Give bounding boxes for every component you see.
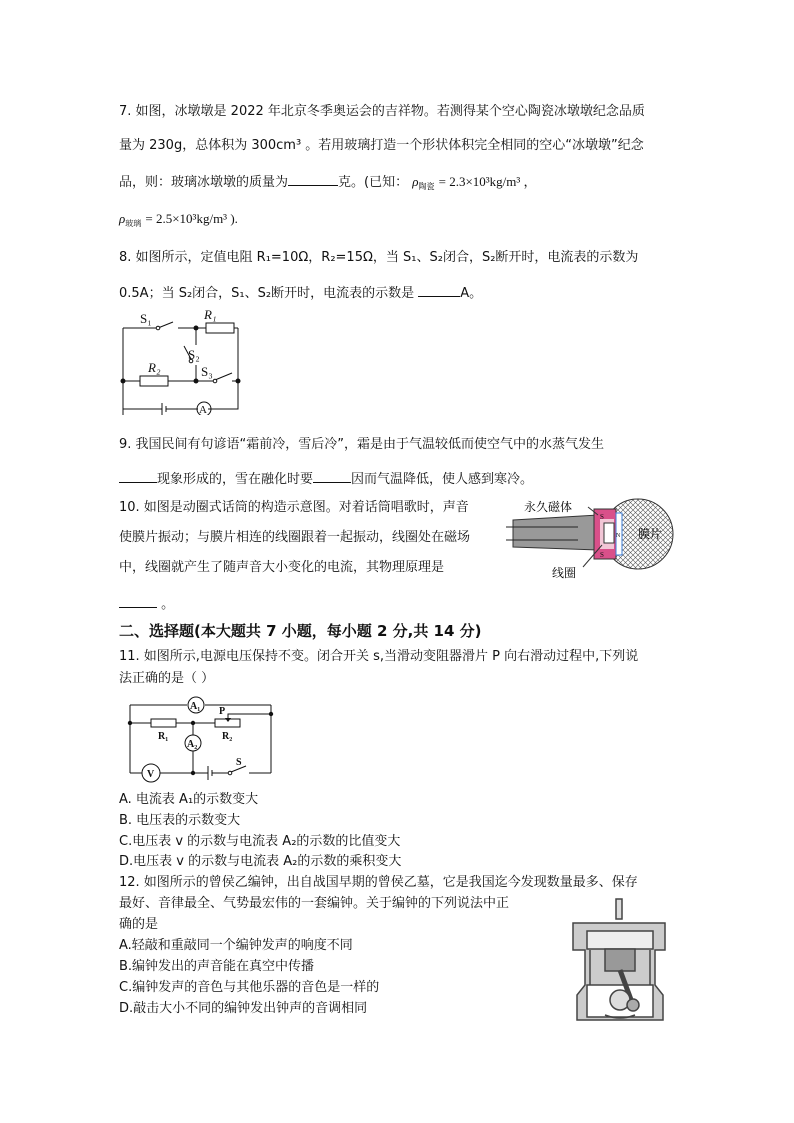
q12-option-b[interactable]: B.编钟发出的声音能在真空中传播 — [119, 959, 315, 974]
switch-s3-label: S₃ — [201, 364, 213, 379]
q7-line2: 量为 230g，总体积为 300cm³ 。若用玻璃打造一个形状体积完全相同的空心“冰墩墩”纪念 — [119, 138, 644, 153]
resistor-r2-label: R₂ — [222, 731, 233, 742]
rho-symbol: ρ — [412, 174, 419, 189]
resistor-r2-label: R₂ — [148, 360, 161, 375]
q10-line2: 使膜片振动；与膜片相连的线圈跟着一起振动，线圈处在磁场 — [119, 530, 471, 545]
section-heading: 二、选择题(本大题共 7 小题，每小题 2 分,共 14 分) — [119, 622, 482, 640]
q11-circuit-diagram — [124, 693, 279, 783]
q9-line2 — [119, 470, 533, 488]
q10-line4 — [119, 595, 174, 613]
q8-circuit-diagram — [118, 305, 243, 415]
resistor-r1-label: R₁ — [158, 731, 169, 742]
density-value: = 2.5×10³kg/m³ ). — [145, 211, 238, 226]
q12-line3: 确的是 — [119, 917, 159, 932]
q7-line1: 7. 如图，冰墩墩是 2022 年北京冬季奥运会的吉祥物。若测得某个空心陶瓷冰墩墩纪念品质 — [119, 104, 645, 119]
q11-option-a[interactable]: A. 电流表 A₁的示数变大 — [119, 792, 259, 807]
q12-line2: 最好、音律最全、气势最宏伟的一套编钟。关于编钟的下列说法中正 — [119, 896, 510, 911]
ammeter-a1-label: A₁ — [190, 701, 201, 712]
magnet-label: 永久磁体 — [524, 500, 573, 514]
ammeter-label: A — [199, 404, 207, 415]
magnet-s-label: S — [600, 513, 604, 521]
q11-option-b[interactable]: B. 电压表的示数变大 — [119, 813, 241, 828]
answer-blank[interactable] — [119, 595, 157, 608]
q8-unit: A。 — [460, 286, 483, 301]
q12-line1: 12. 如图所示的曾侯乙编钟，出自战国早期的曾侯乙墓，它是我国迄今发现数量最多、保存 — [119, 875, 638, 890]
q10-line1: 10. 如图是动圈式话筒的构造示意图。对着话筒唱歌时，声音 — [119, 500, 469, 515]
coil-label: 线圈 — [552, 566, 577, 580]
q9-text: 因而气温降低，使人感到寒冷。 — [351, 472, 534, 487]
slider-p-label: P — [219, 706, 226, 717]
resistor-r1-label: R₁ — [204, 307, 217, 322]
q11-option-d[interactable]: D.电压表 v 的示数与电流表 A₂的示数的乘积变大 — [119, 854, 402, 869]
ammeter-a2-label: A₂ — [187, 739, 198, 750]
q9-line1: 9. 我国民间有句谚语“霜前冷，雪后冷”，霜是由于气温较低而使空气中的水蒸气发生 — [119, 437, 605, 452]
answer-blank[interactable] — [119, 470, 157, 483]
q8-line2 — [119, 284, 482, 302]
q10-period: 。 — [161, 597, 175, 612]
q11-option-c[interactable]: C.电压表 v 的示数与电流表 A₂的示数的比值变大 — [119, 834, 401, 849]
q11-line2: 法正确的是（ ） — [119, 671, 215, 686]
switch-s-label: S — [236, 757, 242, 768]
engine-cylinder-image — [565, 895, 675, 1030]
answer-blank[interactable] — [313, 470, 351, 483]
magnet-s-label: S — [600, 551, 604, 559]
q10-line3: 中，线圈就产生了随声音大小变化的电流，其物理原理是 — [119, 560, 445, 575]
answer-blank[interactable] — [288, 173, 338, 186]
q12-option-d[interactable]: D.敲击大小不同的编钟发出钟声的音调相同 — [119, 1001, 368, 1016]
voltmeter-label: V — [147, 769, 155, 780]
q11-line1: 11. 如图所示,电源电压保持不变。闭合开关 s,当滑动变阻器滑片 P 向右滑动过程中,下列说 — [119, 649, 639, 664]
rho-subscript: 陶瓷 — [418, 182, 435, 191]
q7-text: 品，则：玻璃冰墩墩的质量为 — [119, 175, 289, 190]
magnet-n-label: N — [616, 533, 621, 539]
q8-text: 0.5A；当 S₂闭合，S₁、S₂断开时，电流表的示数是 — [119, 286, 415, 301]
q7-line4 — [119, 211, 238, 232]
q8-line1: 8. 如图所示，定值电阻 R₁=10Ω，R₂=15Ω，当 S₁、S₂闭合，S₂断开时，电流表的示数为 — [119, 250, 639, 265]
answer-blank[interactable] — [418, 284, 460, 297]
q9-text: 现象形成的，雪在融化时要 — [157, 472, 314, 487]
q12-option-a[interactable]: A.轻敲和重敲同一个编钟发声的响度不同 — [119, 938, 353, 953]
rho-subscript: 玻璃 — [125, 219, 142, 228]
density-value: = 2.3×10³kg/m³ ， — [438, 174, 537, 189]
q12-option-c[interactable]: C.编钟发声的音色与其他乐器的音色是一样的 — [119, 980, 380, 995]
rho-symbol: ρ — [119, 211, 126, 226]
q7-text: 克。(已知： — [338, 175, 409, 190]
diaphragm-label: 膜片 — [638, 527, 663, 541]
switch-s1-label: S₁ — [140, 311, 152, 326]
q7-line3 — [119, 173, 537, 195]
switch-s2-label: S₂ — [188, 347, 200, 362]
microphone-diagram — [468, 495, 678, 590]
